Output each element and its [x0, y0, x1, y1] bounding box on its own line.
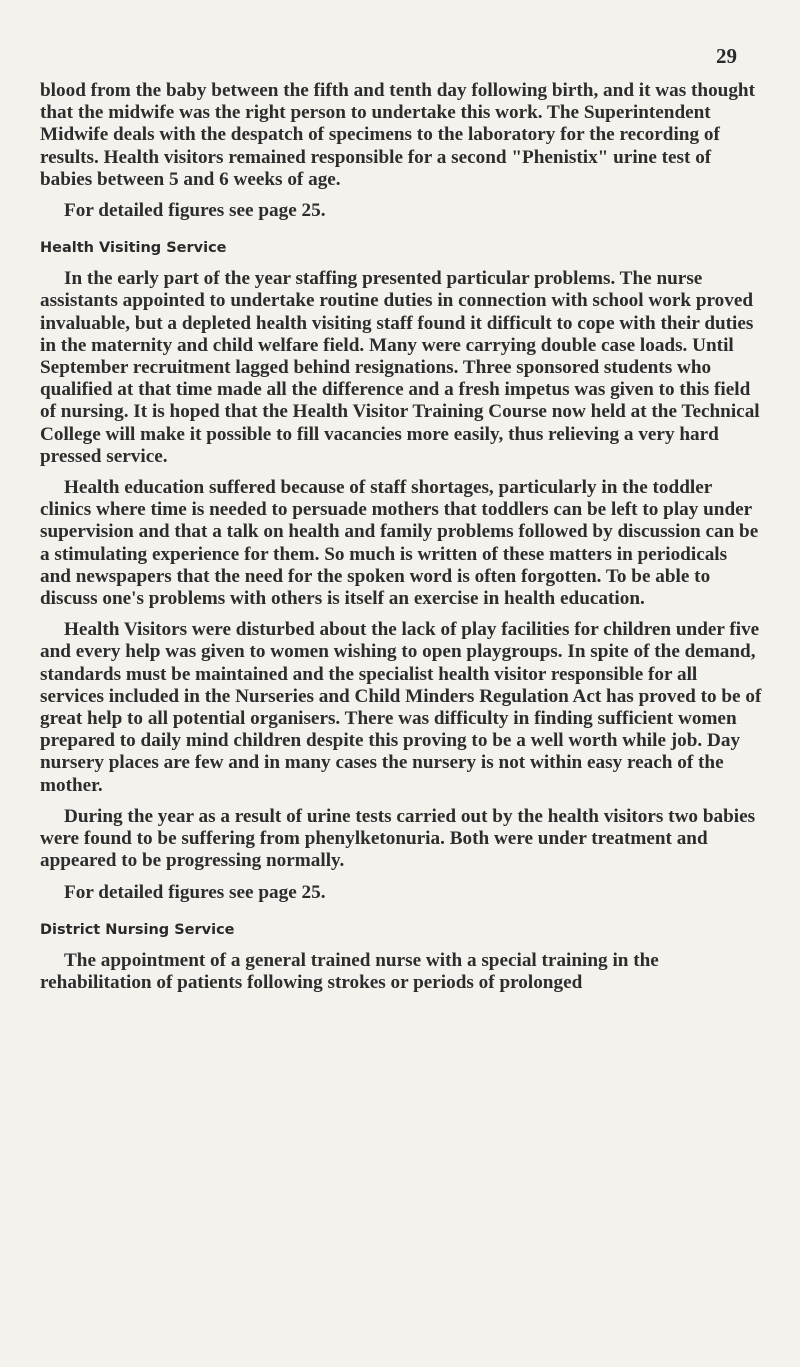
- health-visiting-paragraph-3: Health Visitors were disturbed about the lack of play facilities for children under five and every help was given to women wishing to open playgroups. In spite of the demand, standards must be maintained and the specialist health visitor responsible for all services included in the Nurseries and Child Minders Regulation Act has proved to be of great help to all potential organisers. There was difficulty in finding sufficient women prepared to daily mind children despite this proving to be a well worth while job. Day nursery places are few and in many cases the nursery is not within easy reach of the mother.: [40, 619, 762, 796]
- section-heading-health-visiting: Health Visiting Service: [40, 240, 227, 257]
- health-visiting-paragraph-4: During the year as a result of urine tests carried out by the health visitors two babies were found to be suffering from phenylketonuria. Both were under treatment and appeared to be progressing normally.: [40, 805, 756, 872]
- intro-figures-reference: For detailed figures see page 25.: [64, 200, 326, 222]
- page-body: [40, 80, 762, 994]
- district-nursing-paragraph-1: The appointment of a general trained nurse with a special training in the rehabilitation of patients following strokes or periods of prolonged: [40, 949, 659, 993]
- page-number: 29: [716, 44, 737, 68]
- intro-paragraph-1: blood from the baby between the fifth and tenth day following birth, and it was thought that the midwife was the right person to undertake this work. The Superintendent Midwife deals with the despatch of specimens to the laboratory for the recording of results. Health visitors remained responsible for a second "Phenistix" urine test of babies between 5 and 6 weeks of age.: [40, 80, 755, 190]
- health-visiting-figures-reference: For detailed figures see page 25.: [64, 881, 326, 903]
- health-visiting-paragraph-2: Health education suffered because of staff shortages, particularly in the toddler clinics where time is needed to persuade mothers that toddlers can be left to play under supervision and that a talk on health and family problems followed by discussion can be a stimulating experience for them. So much is written of these matters in periodicals and newspapers that the need for the spoken word is often forgotten. To be able to discuss one's problems with others is itself an exercise in health education.: [40, 477, 759, 610]
- health-visiting-paragraph-1: In the early part of the year staffing presented particular problems. The nurse assistants appointed to undertake routine duties in connection with school work proved invaluable, but a depleted health visiting staff found it difficult to cope with their duties in the maternity and child welfare field. Many were carrying double case loads. Until September recruitment lagged behind resignations. Three sponsored students who qualified at that time made all the difference and a fresh impetus was given to this field of nursing. It is hoped that the Health Visitor Training Course now held at the Technical College will make it possible to fill vacancies more easily, thus relieving a very hard pressed service.: [40, 268, 760, 467]
- section-heading-district-nursing: District Nursing Service: [40, 921, 235, 938]
